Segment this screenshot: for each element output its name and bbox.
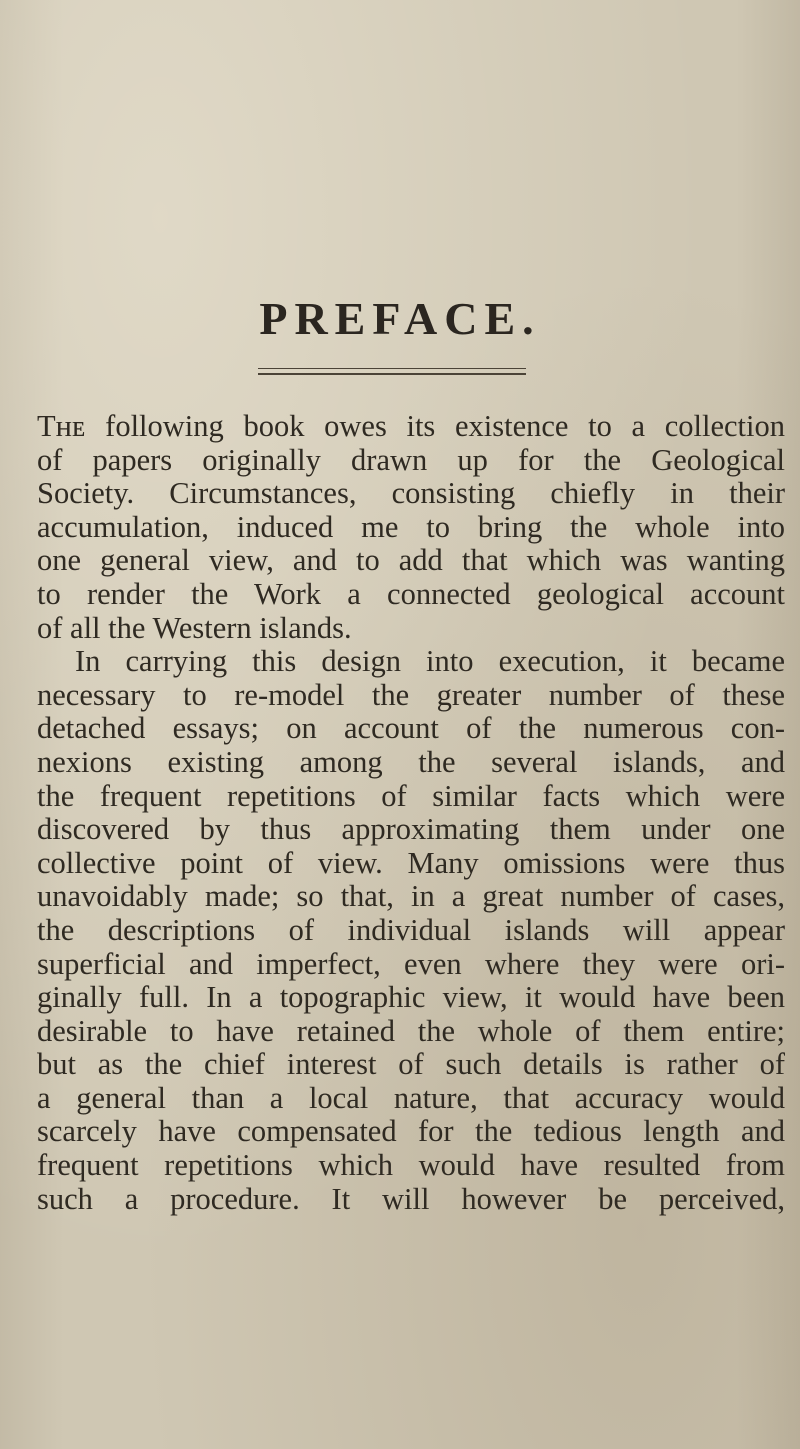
text-line: Tʜᴇ following book owes its existence to a collection xyxy=(37,410,785,443)
paragraph-2 xyxy=(37,645,785,1216)
text-line: necessary to re-model the greater number of these xyxy=(37,678,785,712)
text-line: of all the Western islands. xyxy=(37,611,352,645)
text-line: accumulation, induced me to bring the whole into xyxy=(37,510,785,544)
text-line: nexions existing among the several islands, and xyxy=(37,745,785,779)
body-text xyxy=(37,410,785,1216)
text-line: to render the Work a connected geological account xyxy=(37,577,785,611)
text-line: desirable to have retained the whole of them entire; xyxy=(37,1014,785,1048)
text-line: of papers originally drawn up for the Geological xyxy=(37,443,785,477)
text-line: but as the chief interest of such details is rather of xyxy=(37,1048,785,1082)
text-line: collective point of view. Many omissions were thus xyxy=(37,846,785,880)
text-line: detached essays; on account of the numerous con- xyxy=(37,712,785,746)
text-line: discovered by thus approximating them under one xyxy=(37,813,785,847)
text-line: ginally full. In a topographic view, it would have been xyxy=(37,981,785,1015)
text-line: frequent repetitions which would have resulted from xyxy=(37,1149,785,1183)
text-line: the descriptions of individual islands will appear xyxy=(37,913,785,947)
text-line: the frequent repetitions of similar facts which were xyxy=(37,779,785,813)
text-line: such a procedure. It will however be perceived, xyxy=(37,1182,785,1216)
heading-rule xyxy=(258,368,526,375)
text-line: a general than a local nature, that accuracy would xyxy=(37,1081,785,1115)
text-line: Society. Circumstances, consisting chiefly in their xyxy=(37,477,785,511)
text-line: scarcely have compensated for the tedious length and xyxy=(37,1115,785,1149)
text-line: unavoidably made; so that, in a great number of cases, xyxy=(37,880,785,914)
text-line: In carrying this design into execution, it became xyxy=(75,645,785,679)
text-line: superficial and imperfect, even where they were ori- xyxy=(37,947,785,981)
paragraph-1 xyxy=(37,410,785,645)
text-line: one general view, and to add that which was wanting xyxy=(37,544,785,578)
page-heading: PREFACE. xyxy=(259,293,541,344)
